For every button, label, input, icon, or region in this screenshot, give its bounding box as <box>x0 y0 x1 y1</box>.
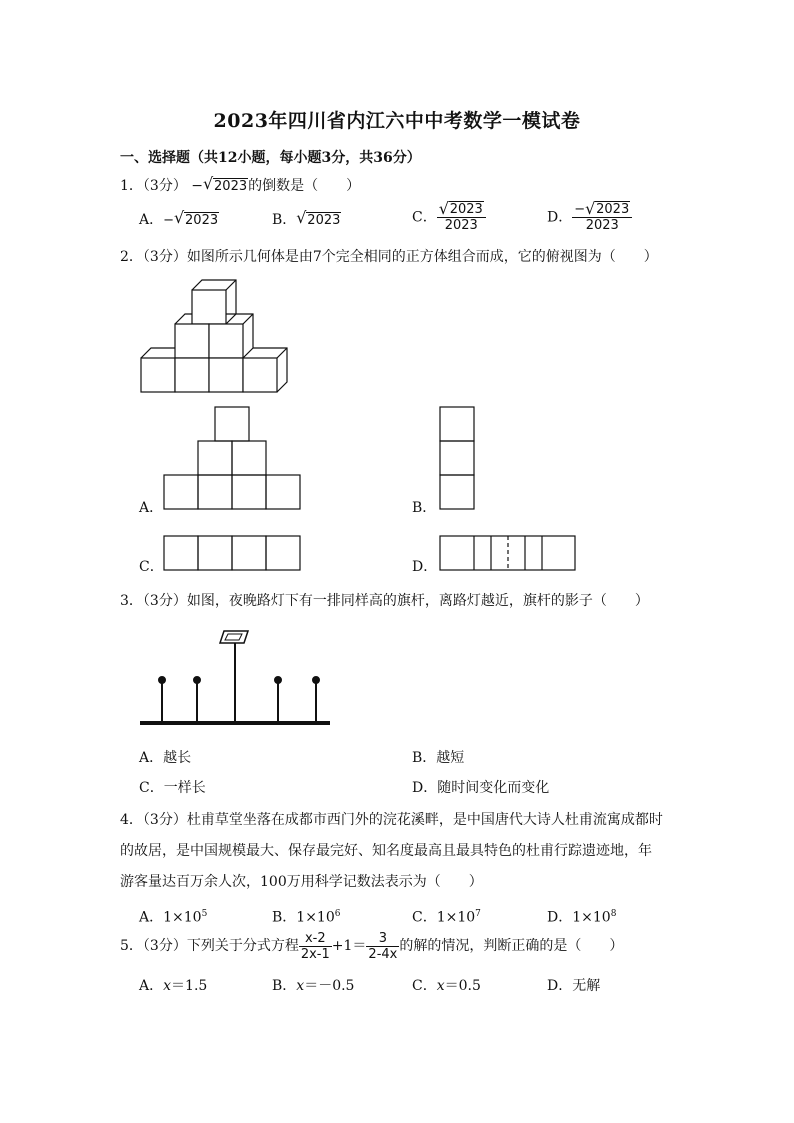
stem-line: 游客量达百万余人次，100万用科学记数法表示为（ ） <box>120 874 483 890</box>
option-variable: x <box>296 978 305 994</box>
option-label: C． <box>139 559 164 575</box>
stem-text: 的倒数是（ ） <box>248 178 361 194</box>
option-d[interactable] <box>412 557 437 577</box>
option-a[interactable] <box>139 498 163 518</box>
fraction-right <box>366 931 399 962</box>
question-score: （3分） <box>142 249 187 265</box>
option-b[interactable] <box>272 210 341 231</box>
option-label: D． <box>412 559 438 575</box>
question-score: （3分） <box>142 938 187 954</box>
option-b-figure <box>439 406 477 512</box>
cube-solid-figure <box>138 276 298 396</box>
option-c[interactable] <box>412 904 481 928</box>
stem-text: 如图，夜晚路灯下有一排同样高的旗杆，离路灯越近，旗杆的影子（ ） <box>186 593 649 609</box>
question-score: （3分） <box>142 178 187 194</box>
option-c[interactable] <box>139 778 206 798</box>
radicand: 2023 <box>185 213 219 228</box>
option-c[interactable] <box>412 976 481 996</box>
question-number: 2． <box>120 249 143 265</box>
option-text: ＝1.5 <box>171 978 208 994</box>
option-label: A． <box>139 978 164 994</box>
stem-line: 杜甫草堂坐落在成都市西门外的浣花溪畔，是中国唐代大诗人杜甫流寓成都时 <box>186 812 663 828</box>
fraction: − √ 2023 2023 <box>572 202 632 233</box>
option-base: 1×10 <box>163 909 202 926</box>
question-4 <box>120 810 663 830</box>
stem-sign: − <box>191 178 204 194</box>
option-label: B． <box>272 212 297 228</box>
question-number: 1． <box>120 178 143 194</box>
option-d[interactable] <box>547 976 600 996</box>
option-d[interactable] <box>547 199 632 233</box>
option-b[interactable] <box>412 498 436 518</box>
radicand: 2023 <box>214 179 248 194</box>
option-label: D． <box>547 978 573 994</box>
denominator: 2x-1 <box>300 946 330 962</box>
option-exponent: 6 <box>334 909 341 919</box>
option-text: 越长 <box>163 750 192 766</box>
option-label: D． <box>412 780 438 796</box>
option-base: 1×10 <box>572 909 611 926</box>
option-base: 1×10 <box>296 909 335 926</box>
option-text: ＝－0.5 <box>304 978 355 994</box>
option-label: B． <box>272 909 297 926</box>
question-number: 5． <box>120 938 143 954</box>
question-score: （3分） <box>142 593 187 609</box>
numerator: x-2 <box>299 931 332 947</box>
option-base: 1×10 <box>436 909 476 926</box>
stem-text: 的解的情况，判断正确的是（ ） <box>399 938 624 954</box>
option-exponent: 5 <box>201 909 208 919</box>
question-3 <box>120 591 649 611</box>
option-text: 越短 <box>436 750 465 766</box>
sqrt-expression: √ 2023 <box>174 208 219 228</box>
option-label: A． <box>139 750 164 766</box>
question-score: （3分） <box>142 812 187 828</box>
stem-text: 如图所示几何体是由7个完全相同的正方体组合而成，它的俯视图为（ ） <box>186 249 658 265</box>
option-text: ＝0.5 <box>444 978 481 994</box>
option-b[interactable] <box>412 748 464 768</box>
option-label: A． <box>139 212 164 228</box>
option-d[interactable] <box>547 904 616 928</box>
option-a[interactable] <box>139 904 207 928</box>
option-sign: − <box>163 213 175 228</box>
option-c[interactable] <box>139 557 164 577</box>
option-label: B． <box>272 978 297 994</box>
option-c[interactable] <box>412 199 486 233</box>
stem-operator: +1＝ <box>331 938 367 954</box>
option-label: B． <box>412 500 437 516</box>
section-heading: 一、选择题（共12小题，每小题3分，共36分） <box>120 150 421 166</box>
option-d[interactable] <box>412 778 549 798</box>
page-title: 2023年四川省内江六中中考数学一模试卷 <box>213 110 581 132</box>
numerator: 3 <box>366 931 399 947</box>
option-text: 一样长 <box>163 780 206 796</box>
option-variable: x <box>163 978 172 994</box>
stem-text: 下列关于分式方程 <box>186 938 299 954</box>
option-d-figure <box>439 535 579 573</box>
option-c-figure <box>163 535 303 573</box>
option-exponent: 7 <box>475 909 481 919</box>
sqrt-expression: √ 2023 <box>203 174 248 194</box>
stem-line: 的故居，是中国规模最大、保存最完好、知名度最高且最具特色的杜甫行踪遗迹地，年 <box>120 843 652 859</box>
option-a[interactable] <box>139 210 219 231</box>
question-number: 3． <box>120 593 143 609</box>
radicand: 2023 <box>307 213 341 228</box>
option-label: D． <box>547 209 573 226</box>
question-2 <box>120 247 658 267</box>
option-label: D． <box>547 909 573 926</box>
radicand: 2023 <box>596 202 630 217</box>
question-1 <box>120 176 360 197</box>
option-label: A． <box>139 909 164 926</box>
option-text: 随时间变化而变化 <box>437 780 550 796</box>
denominator: 2023 <box>444 218 478 233</box>
sqrt-expression: √ 2023 <box>296 208 341 228</box>
option-label: A． <box>139 500 164 516</box>
option-b[interactable] <box>272 904 340 928</box>
option-label: C． <box>412 909 437 926</box>
option-a-figure <box>163 406 303 512</box>
question-number: 4． <box>120 812 143 828</box>
option-variable: x <box>436 978 445 994</box>
fraction-left <box>299 931 332 962</box>
option-label: C． <box>412 209 437 226</box>
option-b[interactable] <box>272 976 354 996</box>
denominator: 2-4x <box>368 946 398 962</box>
numerator-sign: − <box>574 202 586 217</box>
option-label: C． <box>139 780 164 796</box>
option-a[interactable] <box>139 748 191 768</box>
streetlight-flagpole-figure <box>138 625 334 730</box>
option-exponent: 8 <box>610 909 617 919</box>
denominator: 2023 <box>585 218 619 233</box>
fraction: √ 2023 2023 <box>437 202 486 233</box>
radicand: 2023 <box>449 202 483 217</box>
option-text: 无解 <box>572 978 601 994</box>
question-5 <box>120 930 623 962</box>
option-a[interactable] <box>139 976 207 996</box>
option-label: C． <box>412 978 437 994</box>
option-label: B． <box>412 750 437 766</box>
